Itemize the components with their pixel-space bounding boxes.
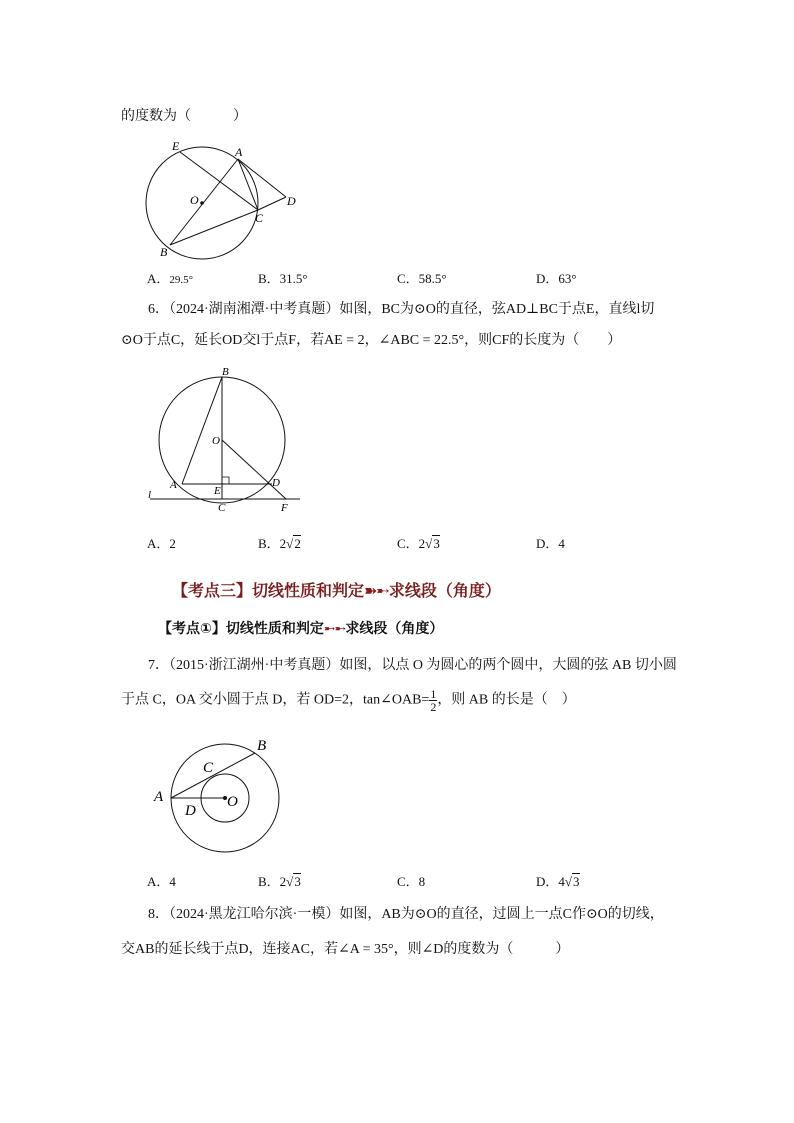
q7-line2: 于点 C，OA 交小圆于点 D，若 OD=2，tan∠OAB= $\frac{1}{2}$ ，则 AB 的长是（ ） (121, 687, 576, 714)
q5-label-B: B (160, 245, 168, 259)
q6-label-O: O (212, 435, 220, 447)
q5-option-d[interactable]: D．63° (536, 271, 577, 286)
q5-point-O (200, 201, 204, 205)
q5-figure (140, 134, 310, 266)
q7-label-C: C (203, 760, 214, 776)
q7-option-d[interactable]: D．4√3 (536, 874, 580, 889)
sqrt-sign: √ (286, 536, 294, 551)
q8-line1: 8．（2024·黑龙江哈尔滨·一模）如图，AB为⊙O的直径，过圆上一点C作⊙O的切线， (148, 907, 664, 922)
q6-label-F: F (281, 502, 288, 514)
q6-option-d[interactable]: D．4 (536, 536, 565, 551)
q5-stem-tail: 的度数为（ ） (121, 109, 247, 124)
fraction: $\frac{1}{2}$ (430, 687, 437, 714)
q5-line-CD (258, 197, 286, 210)
sqrt-sign: √ (286, 874, 294, 889)
q5-label-O: O (190, 193, 199, 207)
arrow-icon: ➸➸ (323, 621, 346, 637)
q5-option-c[interactable]: C．58.5° (397, 271, 447, 286)
q6-label-C: C (218, 502, 226, 514)
q6-line1: 6．（2024·湖南湘潭·中考真题）如图，BC为⊙O的直径，弦AD⊥BC于点E，直线l切 (148, 302, 655, 317)
q6-label-l: l (148, 489, 152, 501)
q7-option-c[interactable]: C．8 (397, 874, 426, 889)
q5-label-C: C (255, 211, 264, 225)
q6-label-A: A (170, 479, 177, 491)
sqrt-sign: √ (425, 536, 433, 551)
q6-option-a[interactable]: A．2 (147, 536, 176, 551)
q7-figure (145, 732, 290, 872)
q7-line1: 7．（2015·浙江湖州·中考真题）如图，以点 O 为圆心的两个圆中，大圆的弦 AB 切小圆 (148, 658, 677, 673)
q6-line-OF (222, 440, 286, 499)
q5-option-a[interactable]: A．29.5° (147, 271, 194, 286)
section-heading: 【考点三】切线性质和判定➽➸求线段（角度） (172, 581, 501, 600)
q6-option-c[interactable]: C．2√3 (397, 536, 440, 551)
q6-right-angle (222, 477, 229, 484)
q5-line-AB (170, 159, 238, 245)
arrow-icon: ➽➸ (364, 581, 389, 600)
q7-option-b[interactable]: B．2√3 (258, 874, 301, 889)
q7-label-B: B (257, 738, 267, 754)
sub-heading: 【考点①】切线性质和判定➸➸求线段（角度） (158, 621, 444, 637)
q7-label-A: A (154, 789, 164, 805)
q5-label-E: E (172, 139, 180, 153)
q6-figure (140, 360, 310, 516)
q7-option-a[interactable]: A．4 (147, 874, 176, 889)
q6-label-E: E (214, 485, 221, 497)
q6-label-B: B (222, 366, 229, 378)
q5-label-A: A (235, 145, 243, 159)
q6-line-BA (182, 377, 222, 484)
q6-option-b[interactable]: B．2√2 (258, 536, 301, 551)
q6-line2: ⊙O于点C，延长OD交l于点F，若AE = 2，∠ABC = 22.5°，则CF的长度为（ ） (121, 333, 622, 348)
q7-label-O: O (227, 794, 238, 810)
q5-label-D: D (287, 194, 296, 208)
q5-option-b[interactable]: B．31.5° (258, 271, 308, 286)
sqrt-sign: √ (564, 874, 573, 889)
q6-label-D: D (272, 477, 280, 489)
q7-label-D: D (185, 803, 196, 819)
q8-line2: 交AB的延长线于点D，连接AC，若∠A = 35°，则∠D的度数为（ ） (121, 942, 570, 957)
